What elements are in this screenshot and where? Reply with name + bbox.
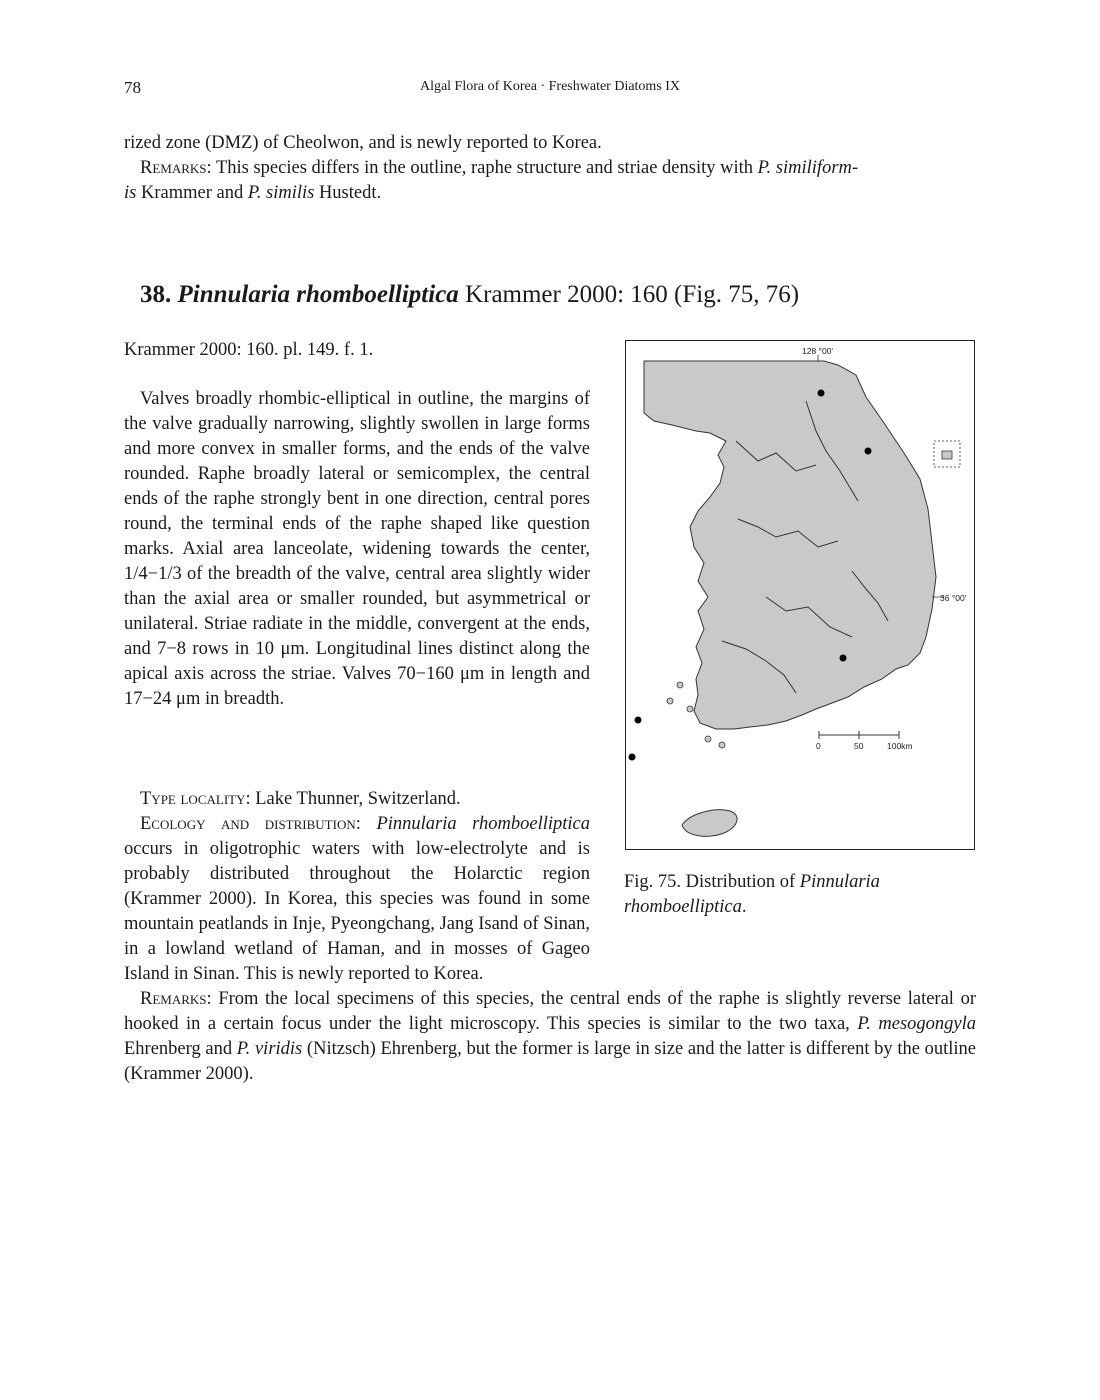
- previous-species-text: [124, 131, 976, 156]
- caption-prefix: Fig. 75. Distribution of: [624, 872, 800, 892]
- continued-text: rized zone (DMZ) of Cheolwon, and is newly reported to Korea.: [124, 133, 602, 153]
- figure-caption: [624, 870, 976, 920]
- taxon-name: P. mesogongyla: [857, 1014, 976, 1034]
- type-locality: [124, 787, 590, 812]
- map-scale-bar: [816, 731, 913, 751]
- caption-taxon: Pinnularia rhomboelliptica: [624, 872, 880, 917]
- marker-inje: [818, 390, 825, 397]
- ecology-text: occurs in oligotrophic waters with low-electrolyte and is probably distributed throughout the Holarctic region (Krammer 2000). In Korea, this species was found in some mountain peatlands in Inje, Pyeongchang, Jang Isand of Sinan, in a lowland wetland of Haman, and in mosses of Gageo Island in Sinan. This is newly reported to Korea.: [124, 839, 590, 984]
- taxon-name: P. viridis: [236, 1039, 303, 1059]
- marker-jang-island: [635, 717, 642, 724]
- marker-haman: [840, 655, 847, 662]
- remarks-text: From the local specimens of this species, the central ends of the raphe is slightly reverse lateral or hooked in a certain focus under the light microscopy. This species is similar to the two taxa,: [124, 989, 976, 1034]
- korea-map: [626, 341, 974, 849]
- species-authority: Krammer 2000: 160 (Fig. 75, 76): [465, 281, 800, 308]
- remarks-text: Hustedt.: [314, 183, 382, 203]
- peninsula-outline: [644, 361, 936, 729]
- taxon-name: P. similiform-: [757, 158, 859, 178]
- remarks-text: Krammer and: [136, 183, 248, 203]
- caption-suffix: .: [741, 897, 747, 917]
- longitude-label: 128 °00': [802, 346, 834, 356]
- marker-pyeongchang: [865, 448, 872, 455]
- page-number: 78: [124, 78, 141, 97]
- scale-label-100km: 100km: [887, 741, 913, 751]
- species-number: 38.: [140, 281, 172, 308]
- ecology-label: Ecology and distribution:: [140, 814, 361, 834]
- remarks-text: This species differs in the outline, raphe structure and striae density with: [211, 158, 758, 178]
- species-heading: [140, 281, 799, 309]
- remarks-text: Ehrenberg and: [124, 1039, 237, 1059]
- distribution-map: [625, 340, 975, 850]
- species-reference: Krammer 2000: 160. pl. 149. f. 1.: [124, 340, 374, 360]
- ecology-taxon: Pinnularia rhomboelliptica: [376, 814, 591, 834]
- species-description: Valves broadly rhombic-elliptical in outline, the margins of the valve gradually narrowing, slightly swollen in large forms and more convex in smaller forms, and the ends of the valve rounded. Raphe broadly lateral or semicomplex, the central ends of the raphe strongly bent in one direction, central pores round, the terminal ends of the raphe shaped like question marks. Axial area lanceolate, widening towards the center, 1/4−1/3 of the breadth of the valve, central area slightly wider than the axial area or smaller rounded, but asymmetrical or unilateral. Striae radiate in the middle, convergent at the ends, and 7−8 rows in 10 μm. Longitudinal lines distinct along the apical axis across the striae. Valves 70−160 μm in length and 17−24 μm in breadth.: [124, 389, 590, 709]
- inset-island: [942, 451, 952, 459]
- previous-species-remarks: [124, 156, 976, 206]
- remarks-label: Remarks:: [140, 158, 212, 178]
- latitude-label: 36 °00': [940, 593, 967, 603]
- taxon-name: P. similis: [247, 183, 315, 203]
- scale-label-0: 0: [816, 741, 821, 751]
- remarks-label: Remarks:: [140, 989, 212, 1009]
- scale-label-50: 50: [854, 741, 864, 751]
- species-name: Pinnularia rhomboelliptica: [177, 281, 459, 308]
- taxon-name-continued: is: [124, 183, 137, 203]
- type-locality-value: Lake Thunner, Switzerland.: [250, 789, 461, 809]
- remarks-text: (Nitzsch) Ehrenberg, but the former is large in size and the latter is different by the outline (Krammer 2000).: [124, 1039, 977, 1084]
- species-remarks: [124, 987, 976, 1087]
- marker-gageo-island: [629, 754, 636, 761]
- type-locality-label: Type locality:: [140, 789, 251, 809]
- jeju-island: [682, 810, 737, 837]
- running-head: Algal Flora of Korea · Freshwater Diatoms IX: [419, 79, 681, 94]
